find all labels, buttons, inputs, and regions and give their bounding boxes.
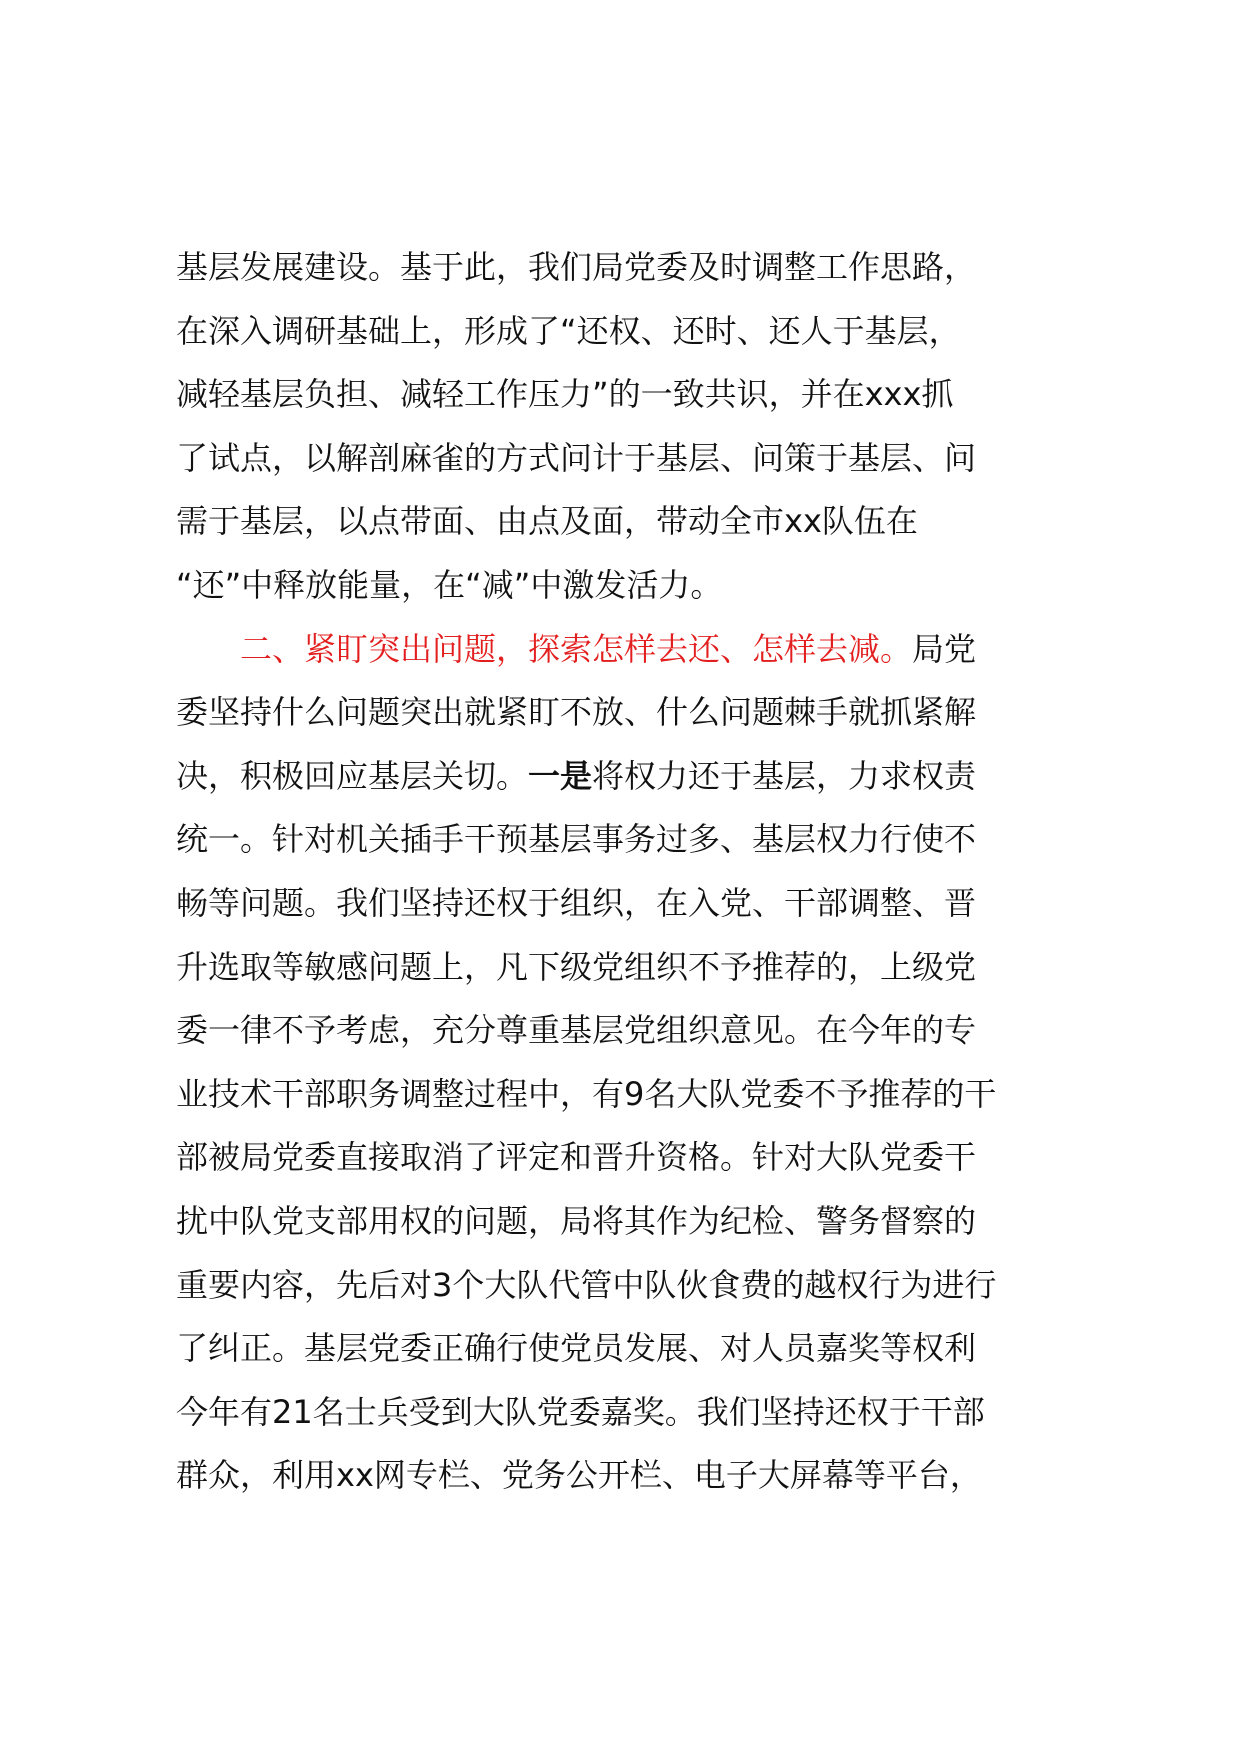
text-line: 重要内容，先后对3个大队代管中队伙食费的越权行为进行 xyxy=(176,1265,997,1304)
heading-continuation: 局党 xyxy=(912,629,977,668)
text-line: “还”中释放能量，在“减”中激发活力。 xyxy=(176,565,723,604)
bold-label: 一是 xyxy=(528,756,593,795)
text-line: 减轻基层负担、减轻工作压力”的一致共识，并在xxx抓 xyxy=(176,375,954,414)
line-prefix: 决，积极回应基层关切。 xyxy=(176,756,529,795)
text-line: 需于基层，以点带面、由点及面，带动全市xx队伍在 xyxy=(176,502,918,541)
text-line: 部被局党委直接取消了评定和晋升资格。针对大队党委干 xyxy=(176,1138,977,1177)
text-line: 业技术干部职务调整过程中，有9名大队党委不予推荐的干 xyxy=(176,1074,997,1113)
text-line: 扰中队党支部用权的问题，局将其作为纪检、警务督察的 xyxy=(176,1201,977,1240)
section-heading-line xyxy=(176,618,1116,682)
text-line-with-bold xyxy=(176,745,1116,809)
text-line: 统一。针对机关插手干预基层事务过多、基层权力行使不 xyxy=(176,820,977,859)
text-line: 畅等问题。我们坚持还权于组织，在入党、干部调整、晋 xyxy=(176,883,977,922)
text-line: 升选取等敏感问题上，凡下级党组织不予推荐的，上级党 xyxy=(176,947,977,986)
body-text xyxy=(176,236,1116,1508)
text-line: 了纠正。基层党委正确行使党员发展、对人员嘉奖等权利 xyxy=(176,1329,977,1368)
text-line: 委坚持什么问题突出就紧盯不放、什么问题棘手就抓紧解 xyxy=(176,693,977,732)
section-heading: 二、紧盯突出问题，探索怎样去还、怎样去减。 xyxy=(240,629,913,668)
line-suffix: 将权力还于基层，力求权责 xyxy=(592,756,977,795)
text-line: 了试点，以解剖麻雀的方式问计于基层、问策于基层、问 xyxy=(176,438,977,477)
text-line: 基层发展建设。基于此，我们局党委及时调整工作思路， xyxy=(176,248,977,286)
text-line: 委一律不予考虑，充分尊重基层党组织意见。在今年的专 xyxy=(176,1011,977,1050)
text-line: 在深入调研基础上，形成了“还权、还时、还人于基层， xyxy=(176,311,961,350)
text-line: 群众，利用xx网专栏、党务公开栏、电子大屏幕等平台， xyxy=(176,1456,982,1495)
text-line: 今年有21名士兵受到大队党委嘉奖。我们坚持还权于干部 xyxy=(176,1392,985,1431)
